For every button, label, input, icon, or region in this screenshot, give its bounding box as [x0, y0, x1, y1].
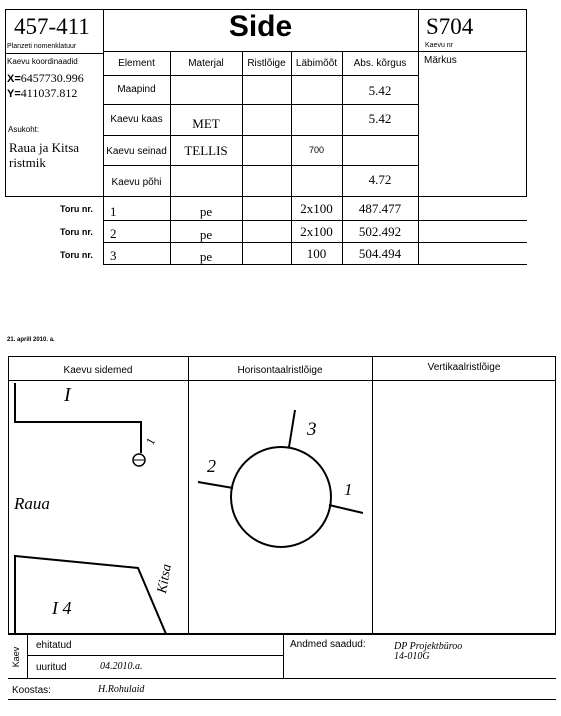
sketch-label-kitsa: Kitsa [155, 562, 175, 595]
footer-divider [283, 634, 284, 678]
page-title: Side [228, 10, 293, 43]
pipe-label: Toru nr. [60, 227, 93, 237]
markus-label: Märkus [424, 55, 457, 66]
pipe-mark-3: 3 [307, 419, 317, 440]
table-header: Abs. kõrgus [353, 58, 407, 69]
table-right-rule [418, 197, 419, 264]
y-coordinate [7, 86, 77, 101]
sketch-label-num: 1 [142, 436, 159, 447]
planzett-value: 457-411 [14, 14, 90, 39]
y-value: 411037.812 [20, 86, 78, 100]
ehitatud-label: ehitatud [36, 640, 72, 651]
block-outline-bottom [15, 556, 166, 634]
uuritud-label: uuritud [36, 662, 67, 673]
y-prefix: Y= [7, 88, 21, 100]
x-coordinate [7, 71, 84, 86]
table-row-abs: 4.72 [368, 172, 392, 187]
pipe-materjal: pe [199, 249, 213, 264]
table-row-abs: 5.42 [368, 111, 392, 126]
asukoht-line1: Raua ja Kitsa [9, 140, 80, 155]
pipe-labimoot: 100 [306, 246, 327, 261]
sketch-label-raua: Raua [14, 494, 50, 513]
table-row-materjal: MET [192, 116, 220, 131]
pipe-label: Toru nr. [60, 204, 93, 214]
sketch-label-i4: I 4 [52, 598, 72, 618]
pipe-abs: 504.494 [358, 246, 402, 261]
manhole-circle [231, 447, 331, 547]
table-row-labimoot: 700 [308, 145, 325, 155]
table-header: Element [118, 58, 155, 69]
asukoht-line2: ristmik [9, 155, 46, 170]
table-row-rule [103, 220, 527, 221]
table-row-element: Kaevu seinad [106, 146, 167, 157]
table-row-rule [103, 165, 418, 166]
footer-rule [8, 634, 556, 635]
table-row-element: Kaevu põhi [111, 177, 162, 188]
panel-title-horisontaal: Horisontaalristlõige [237, 365, 323, 376]
andmed-line2: 14-010G [394, 651, 430, 662]
panel-divider [372, 356, 373, 634]
pipe-nr: 3 [110, 248, 117, 263]
block-outline-top [15, 383, 141, 453]
table-col-rule [242, 51, 243, 264]
table-row-rule [103, 75, 418, 76]
title-right-rule [418, 9, 419, 197]
title-bottom-rule [103, 51, 418, 52]
table-row-element: Kaevu kaas [110, 114, 163, 125]
pipe-abs: 487.477 [358, 201, 402, 216]
footer-mid-rule [27, 655, 283, 656]
andmed-label: Andmed saadud: [290, 639, 366, 650]
table-row-rule [103, 242, 527, 243]
table-header: Ristlõige [247, 58, 286, 69]
pipe-materjal: pe [199, 204, 213, 219]
pipe-label: Toru nr. [60, 250, 93, 260]
kaevu-nr-value: S704 [426, 14, 474, 39]
table-row-rule [103, 104, 418, 105]
x-value: 6457730.996 [20, 71, 84, 85]
pipe-mark-1: 1 [344, 480, 353, 499]
date-text: 21. aprill 2010. a. [7, 337, 55, 343]
andmed-line1: DP Projektbüroo [394, 641, 463, 652]
pipe-mark-2: 2 [207, 456, 216, 476]
sketch-label-i: I [64, 384, 71, 406]
uuritud-value: 04.2010.a. [100, 661, 143, 672]
cross-section-drawing [188, 380, 372, 634]
planzett-label: Planzeti nomenklatuur [7, 43, 77, 50]
table-header: Läbimõõt [295, 58, 338, 69]
footer-kaev-rule [27, 634, 28, 678]
footer-bottom-rule [8, 678, 556, 679]
pipe-abs: 502.492 [358, 224, 402, 239]
x-prefix: X= [7, 73, 21, 85]
pipe-labimoot: 2x100 [300, 201, 333, 216]
pipe-materjal: pe [199, 227, 213, 242]
panel-title-kaevu-sidemed: Kaevu sidemed [63, 365, 133, 376]
table-left-pipe-rule [103, 197, 104, 264]
pipe-nr: 2 [110, 226, 117, 241]
koostas-value: H.Rohulaid [98, 684, 145, 695]
table-header: Materjal [188, 58, 224, 69]
table-row-element: Maapind [117, 84, 156, 95]
pipe-line-3 [289, 410, 295, 447]
pipe-line-2 [198, 482, 233, 488]
pipe-labimoot: 2x100 [300, 224, 333, 239]
kaev-label: Kaev [11, 646, 21, 668]
koostas-label: Koostas: [12, 685, 51, 696]
table-row-rule [103, 264, 527, 265]
asukoht-label: Asukoht: [8, 125, 40, 134]
table-row-materjal: TELLIS [184, 143, 228, 158]
table-row-abs: 5.42 [368, 83, 392, 98]
pipe-line-1 [329, 505, 363, 513]
pipe-nr: 1 [110, 204, 117, 219]
kaevu-nr-rule [418, 51, 527, 52]
planzett-bottom-rule [5, 53, 103, 54]
coord-label: Kaevu koordinaadid [7, 57, 78, 66]
table-row-rule [103, 135, 418, 136]
footer-last-rule [8, 699, 556, 700]
panel-title-vertikaal: Vertikaalristlõige [427, 362, 501, 373]
kaevu-nr-label: Kaevu nr [425, 42, 454, 49]
